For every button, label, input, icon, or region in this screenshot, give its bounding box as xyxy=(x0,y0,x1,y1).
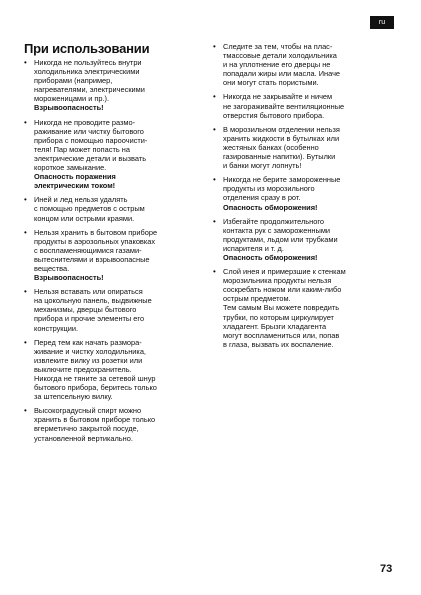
list-item xyxy=(24,338,204,402)
list-item xyxy=(213,217,398,262)
list-item xyxy=(24,118,204,191)
item-text: • Никогда не пользуйтесь внутри холодильника электрическими приборами (например, нагревателями, электрическими мороженицами и пр.). xyxy=(34,58,145,104)
list-item xyxy=(24,228,204,283)
right-column xyxy=(213,42,398,354)
language-badge: ru xyxy=(370,16,394,29)
list-item xyxy=(213,125,398,170)
item-text: • Иней и лед нельзя удалять с помощью предметов с острым концом или острыми краями. xyxy=(34,195,145,223)
item-text: • Нельзя вставать или опираться на цокольную панель, выдвижные механизмы, дверцы бытового прибора и прочие элементы его конструкции. xyxy=(34,287,152,333)
warning-text: Взрывоопасность! xyxy=(34,103,104,113)
item-text: • Нельзя хранить в бытовом приборе продукты в аэрозольных упаковках с воспламеняющимися газами- вытеснителями и взрывоопасные вещества. xyxy=(34,227,158,273)
item-text: • Слой инея и примерзшие к стенкам морозильника продукты нельзя соскребать ножом или каким-либо острым предметом. Тем самым Вы можете повредить трубки, по которым циркулирует хладагент. Брызги хладагента могут воспламениться или, попав в глаза, вызвать их воспаление. xyxy=(223,267,346,349)
list-item xyxy=(213,267,398,349)
left-column xyxy=(24,58,204,448)
list-item xyxy=(213,92,398,119)
item-text: • В морозильном отделении нельзя хранить жидкости в бутылках или жестяных банках (особенно газированные напитки). Бутылки и банки могут лопнуть! xyxy=(223,124,340,171)
item-text: • Следите за тем, чтобы на плас- тмассовые детали холодильника и на уплотнение его дверцы не попадали жиры или масла. Иначе они могут стать пористыми. xyxy=(223,42,341,88)
list-item xyxy=(24,287,204,332)
list-item xyxy=(24,406,204,442)
warning-text: Опасность поражения электрическим током! xyxy=(34,172,116,191)
item-text: • Никогда не закрывайте и ничем не загораживайте вентиляционные отверстия бытового прибора. xyxy=(223,92,345,120)
left-bullet-list xyxy=(24,58,204,443)
item-text: • Никогда не проводите размо- раживание или чистку бытового прибора с помощью пароочисти- теля! Пар может попасть на электрические детали и вызвать короткое замыкание. xyxy=(34,117,148,173)
section-title: При использовании xyxy=(24,41,150,56)
list-item xyxy=(24,195,204,222)
warning-text: Взрывоопасность! xyxy=(34,273,104,283)
item-text: • Избегайте продолжительного контакта рук с замороженными продуктами, льдом или трубками испарителя и т. д. xyxy=(223,216,338,253)
item-text: • Перед тем как начать размора- живание и чистку холодильника, извлеките вилку из розетки или выключите предохранитель. Никогда не тяните за сетевой шнур бытового прибора, беритесь только за штепсельную вилку. xyxy=(34,337,157,402)
item-text: • Высокоградусный спирт можно хранить в бытовом приборе только вгерметично закрытой посуде, установленной вертикально. xyxy=(34,406,156,443)
right-bullet-list xyxy=(213,42,398,349)
page-number: 73 xyxy=(380,563,393,575)
item-text: • Никогда не берите замороженные продукты из морозильного отделения сразу в рот. xyxy=(223,175,341,203)
warning-text: Опасность обморожения! xyxy=(223,202,318,212)
list-item xyxy=(213,175,398,211)
list-item xyxy=(213,42,398,87)
warning-text: Опасность обморожения! xyxy=(223,252,318,262)
list-item xyxy=(24,58,204,113)
